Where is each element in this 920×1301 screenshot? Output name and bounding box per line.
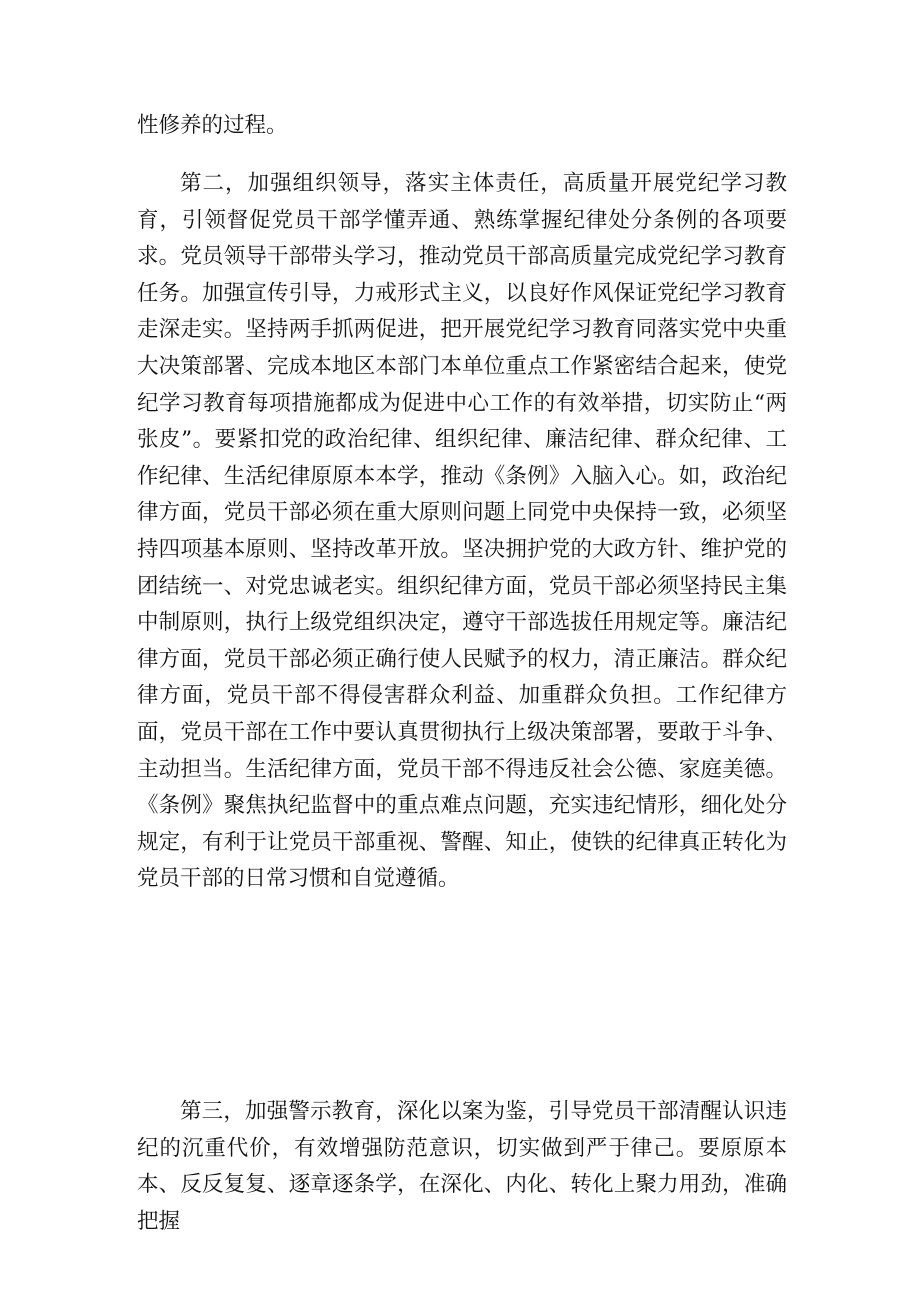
paragraph-third-point: 第三，加强警示教育，深化以案为鉴，引导党员干部清醒认识违纪的沉重代价，有效增强防范意识，切实做到严于律己。要原原本本、反反复复、逐章逐条学，在深化、内化、转化上聚力用劲，准确把握 xyxy=(137,1099,787,1234)
paragraph-second-point: 第二，加强组织领导，落实主体责任，高质量开展党纪学习教育，引领督促党员干部学懂弄通、熟练掌握纪律处分条例的各项要求。党员领导干部带头学习，推动党员干部高质量完成党纪学习教育任务。加强宣传引导，力戒形式主义，以良好作风保证党纪学习教育走深走实。坚持两手抓两促进，把开展党纪学习教育同落实党中央重大决策部署、完成本地区本部门本单位重点工作紧密结合起来，使党纪学习教育每项措施都成为促进中心工作的有效举措，切实防止“两张皮”。要紧扣党的政治纪律、组织纪律、廉洁纪律、群众纪律、工作纪律、生活纪律原原本本学，推动《条例》入脑入心。如，政治纪律方面，党员干部必须在重大原则问题上同党中央保持一致，必须坚持四项基本原则、坚持改革开放。坚决拥护党的大政方针、维护党的团结统一、对党忠诚老实。组织纪律方面，党员干部必须坚持民主集中制原则，执行上级党组织决定，遵守干部选拔任用规定等。廉洁纪律方面，党员干部必须正确行使人民赋予的权力，清正廉洁。群众纪律方面，党员干部不得侵害群众利益、加重群众负担。工作纪律方面，党员干部在工作中要认真贯彻执行上级决策部署，要敢于斗争、主动担当。生活纪律方面，党员干部不得违反社会公德、家庭美德。《条例》聚焦执纪监督中的重点难点问题，充实违纪情形，细化处分规定，有利于让党员干部重视、警醒、知止，使铁的纪律真正转化为党员干部的日常习惯和自觉遵循。 xyxy=(137,171,787,892)
paragraph-continuation: 性修养的过程。 xyxy=(137,113,288,138)
